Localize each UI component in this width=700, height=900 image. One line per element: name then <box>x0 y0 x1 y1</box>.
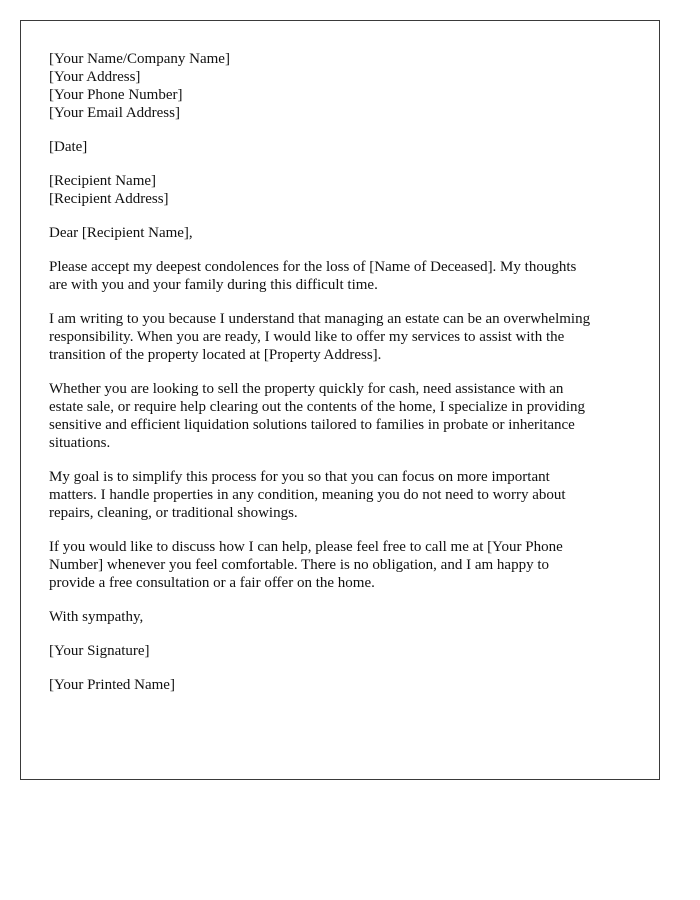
paragraph-condolences <box>49 258 635 294</box>
paragraph-line: transition of the property located at [Property Address]. <box>49 347 382 363</box>
closing <box>49 608 635 626</box>
sender-address: [Your Address] <box>49 69 141 85</box>
signature <box>49 642 635 660</box>
paragraph-line: I am writing to you because I understand that managing an estate can be an overwhelming <box>49 311 591 327</box>
letter-page <box>20 20 660 780</box>
salutation <box>49 224 635 242</box>
printed-name-text: [Your Printed Name] <box>49 677 175 693</box>
sender-name: [Your Name/Company Name] <box>49 51 230 67</box>
sender-block <box>49 50 635 122</box>
paragraph-line: situations. <box>49 435 111 451</box>
paragraph-line: If you would like to discuss how I can help, please feel free to call me at [Your Phone <box>49 539 563 555</box>
paragraph-line: My goal is to simplify this process for you so that you can focus on more important <box>49 469 550 485</box>
paragraph-goal <box>49 468 635 522</box>
printed-name <box>49 676 635 694</box>
paragraph-line: matters. I handle properties in any condition, meaning you do not need to worry about <box>49 487 566 503</box>
paragraph-line: Number] whenever you feel comfortable. There is no obligation, and I am happy to <box>49 557 549 573</box>
recipient-block <box>49 172 635 208</box>
sender-email: [Your Email Address] <box>49 105 180 121</box>
paragraph-line: responsibility. When you are ready, I would like to offer my services to assist with the <box>49 329 565 345</box>
recipient-name: [Recipient Name] <box>49 173 157 189</box>
sender-phone: [Your Phone Number] <box>49 87 183 103</box>
closing-text: With sympathy, <box>49 609 144 625</box>
recipient-address: [Recipient Address] <box>49 191 169 207</box>
paragraph-line: provide a free consultation or a fair offer on the home. <box>49 575 375 591</box>
letter-date: [Date] <box>49 139 88 155</box>
paragraph-line: Please accept my deepest condolences for the loss of [Name of Deceased]. My thoughts <box>49 259 577 275</box>
paragraph-line: repairs, cleaning, or traditional showings. <box>49 505 298 521</box>
letter-content <box>49 50 635 710</box>
paragraph-offer <box>49 310 635 364</box>
paragraph-contact <box>49 538 635 592</box>
paragraph-line: sensitive and efficient liquidation solutions tailored to families in probate or inheritance <box>49 417 575 433</box>
paragraph-line: Whether you are looking to sell the property quickly for cash, need assistance with an <box>49 381 564 397</box>
date-block <box>49 138 635 156</box>
signature-text: [Your Signature] <box>49 643 150 659</box>
paragraph-services <box>49 380 635 452</box>
paragraph-line: estate sale, or require help clearing out the contents of the home, I specialize in providing <box>49 399 586 415</box>
paragraph-line: are with you and your family during this difficult time. <box>49 277 378 293</box>
salutation-text: Dear [Recipient Name], <box>49 225 193 241</box>
